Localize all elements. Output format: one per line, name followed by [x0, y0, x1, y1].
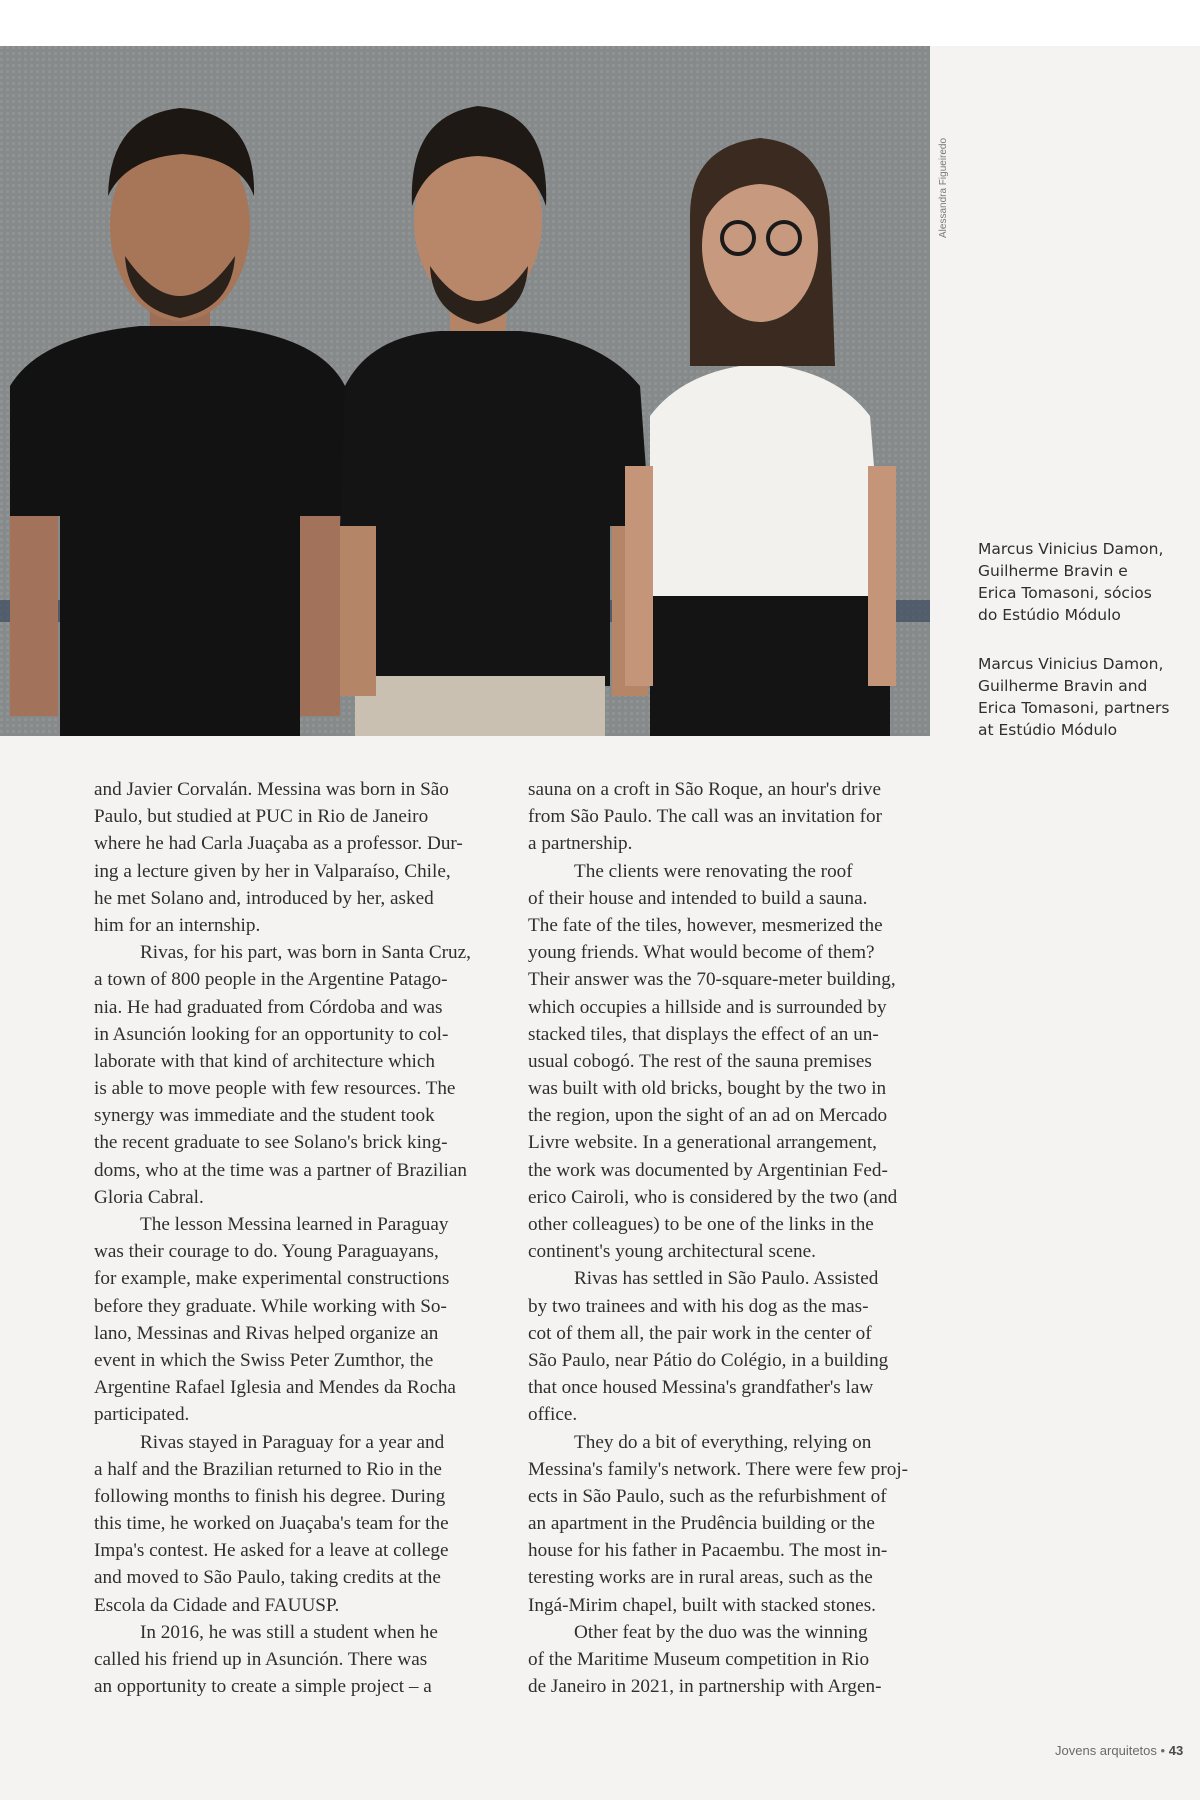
text-line: continent's young architectural scene.	[528, 1241, 816, 1263]
text-line: following months to finish his degree. During	[94, 1485, 446, 1507]
text-line: Paulo, but studied at PUC in Rio de Janeiro	[94, 806, 429, 828]
text-line: sauna on a croft in São Roque, an hour's drive	[528, 779, 882, 800]
text-line: a partnership.	[528, 833, 633, 855]
article-column-right	[528, 776, 944, 1700]
text-line: which occupies a hillside and is surrounded by	[528, 996, 887, 1018]
text-line: Escola da Cidade and FAUUSP.	[94, 1594, 340, 1616]
text-line: that once housed Messina's grandfather's law	[528, 1377, 874, 1399]
photo-credit: Alessandra Figueiredo	[938, 137, 949, 238]
text-line: erico Cairoli, who is considered by the two (and	[528, 1186, 898, 1208]
text-line: The lesson Messina learned in Paraguay	[140, 1214, 449, 1235]
page-folio	[1055, 1743, 1183, 1758]
text-line: an opportunity to create a simple project – a	[94, 1676, 432, 1698]
text-line: he met Solano and, introduced by her, asked	[94, 887, 434, 909]
text-line: synergy was immediate and the student took	[94, 1105, 435, 1127]
caption-portuguese	[978, 538, 1188, 626]
text-line: was built with old bricks, bought by the two in	[528, 1078, 887, 1100]
text-line: Ingá-Mirim chapel, built with stacked stones.	[528, 1594, 876, 1616]
text-line: de Janeiro in 2021, in partnership with Argen-	[528, 1676, 882, 1698]
caption-line: Guilherme Bravin and	[978, 677, 1148, 695]
text-line: house for his father in Pacaembu. The most in-	[528, 1540, 888, 1562]
caption-line: Marcus Vinicius Damon,	[978, 655, 1164, 673]
section-name: Jovens arquitetos	[1055, 1743, 1157, 1758]
text-line: in Asunción looking for an opportunity to col-	[94, 1023, 449, 1045]
text-line: Gloria Cabral.	[94, 1186, 204, 1208]
text-line: usual cobogó. The rest of the sauna premises	[528, 1050, 872, 1072]
text-line: cot of them all, the pair work in the center of	[528, 1322, 872, 1344]
text-line: is able to move people with few resources. The	[94, 1078, 456, 1100]
caption-english	[978, 653, 1188, 741]
text-line: a half and the Brazilian returned to Rio in the	[94, 1458, 442, 1480]
portrait-illustration	[0, 46, 930, 736]
text-line: the region, upon the sight of an ad on Mercado	[528, 1105, 888, 1127]
text-line: participated.	[94, 1404, 190, 1426]
text-line: by two trainees and with his dog as the mas-	[528, 1295, 869, 1317]
text-line: Their answer was the 70-square-meter building,	[528, 969, 896, 991]
text-line: other colleagues) to be one of the links in the	[528, 1214, 874, 1235]
text-line: event in which the Swiss Peter Zumthor, the	[94, 1349, 434, 1371]
text-line: laborate with that kind of architecture which	[94, 1050, 435, 1072]
text-line: an apartment in the Prudência building or the	[528, 1513, 875, 1535]
text-line: teresting works are in rural areas, such as the	[528, 1567, 873, 1589]
text-line: ing a lecture given by her in Valparaíso, Chile,	[94, 860, 451, 882]
text-line: stacked tiles, that displays the effect of an un-	[528, 1023, 879, 1045]
text-line: of their house and intended to build a sauna.	[528, 887, 868, 909]
text-line: Rivas, for his part, was born in Santa Cruz,	[140, 942, 471, 964]
text-line: this time, he worked on Juaçaba's team for the	[94, 1513, 449, 1535]
text-line: him for an internship.	[94, 914, 261, 936]
text-line: Rivas has settled in São Paulo. Assisted	[574, 1268, 879, 1290]
text-line: and Javier Corvalán. Messina was born in São	[94, 779, 449, 800]
folio-separator: •	[1160, 1743, 1166, 1758]
caption-line: do Estúdio Módulo	[978, 606, 1121, 624]
text-line: ects in São Paulo, such as the refurbishment of	[528, 1485, 887, 1507]
caption-line: at Estúdio Módulo	[978, 721, 1118, 739]
text-line: where he had Carla Juaçaba as a professor. Dur-	[94, 833, 463, 855]
text-line: Livre website. In a generational arrangement,	[528, 1132, 877, 1154]
text-line: from São Paulo. The call was an invitation for	[528, 806, 883, 828]
text-line: Impa's contest. He asked for a leave at college	[94, 1540, 449, 1562]
text-line: Other feat by the duo was the winning	[574, 1621, 868, 1643]
text-line: and moved to São Paulo, taking credits at the	[94, 1567, 441, 1589]
caption-line: Erica Tomasoni, sócios	[978, 584, 1152, 602]
article-column-left	[94, 776, 510, 1700]
text-line: the work was documented by Argentinian Fed-	[528, 1159, 888, 1181]
text-line: Rivas stayed in Paraguay for a year and	[140, 1431, 445, 1453]
text-line: lano, Messinas and Rivas helped organize an	[94, 1322, 439, 1344]
text-line: of the Maritime Museum competition in Rio	[528, 1649, 870, 1670]
text-line: Argentine Rafael Iglesia and Mendes da Rocha	[94, 1377, 456, 1399]
caption-line: Guilherme Bravin e	[978, 562, 1128, 580]
text-line: The clients were renovating the roof	[574, 860, 853, 882]
text-line: was their courage to do. Young Paraguayans,	[94, 1241, 439, 1263]
text-line: Messina's family's network. There were few proj-	[528, 1458, 909, 1480]
text-line: They do a bit of everything, relying on	[574, 1431, 872, 1453]
page-top-margin	[0, 0, 1200, 46]
text-line: for example, make experimental constructions	[94, 1268, 450, 1290]
text-line: office.	[528, 1404, 578, 1426]
caption-line: Marcus Vinicius Damon,	[978, 540, 1164, 558]
page-number: 43	[1168, 1743, 1184, 1758]
text-line: called his friend up in Asunción. There was	[94, 1649, 428, 1670]
text-line: São Paulo, near Pátio do Colégio, in a building	[528, 1349, 889, 1371]
text-line: the recent graduate to see Solano's brick king-	[94, 1132, 448, 1154]
caption-line: Erica Tomasoni, partners	[978, 699, 1170, 717]
text-line: young friends. What would become of them?	[528, 942, 875, 964]
text-line: nia. He had graduated from Córdoba and was	[94, 996, 443, 1018]
text-line: In 2016, he was still a student when he	[140, 1621, 438, 1643]
text-line: a town of 800 people in the Argentine Patago-	[94, 969, 448, 991]
portrait-photo	[0, 46, 930, 736]
text-line: doms, who at the time was a partner of Brazilian	[94, 1159, 467, 1181]
text-line: before they graduate. While working with So-	[94, 1295, 447, 1317]
text-line: The fate of the tiles, however, mesmerized the	[528, 914, 883, 936]
